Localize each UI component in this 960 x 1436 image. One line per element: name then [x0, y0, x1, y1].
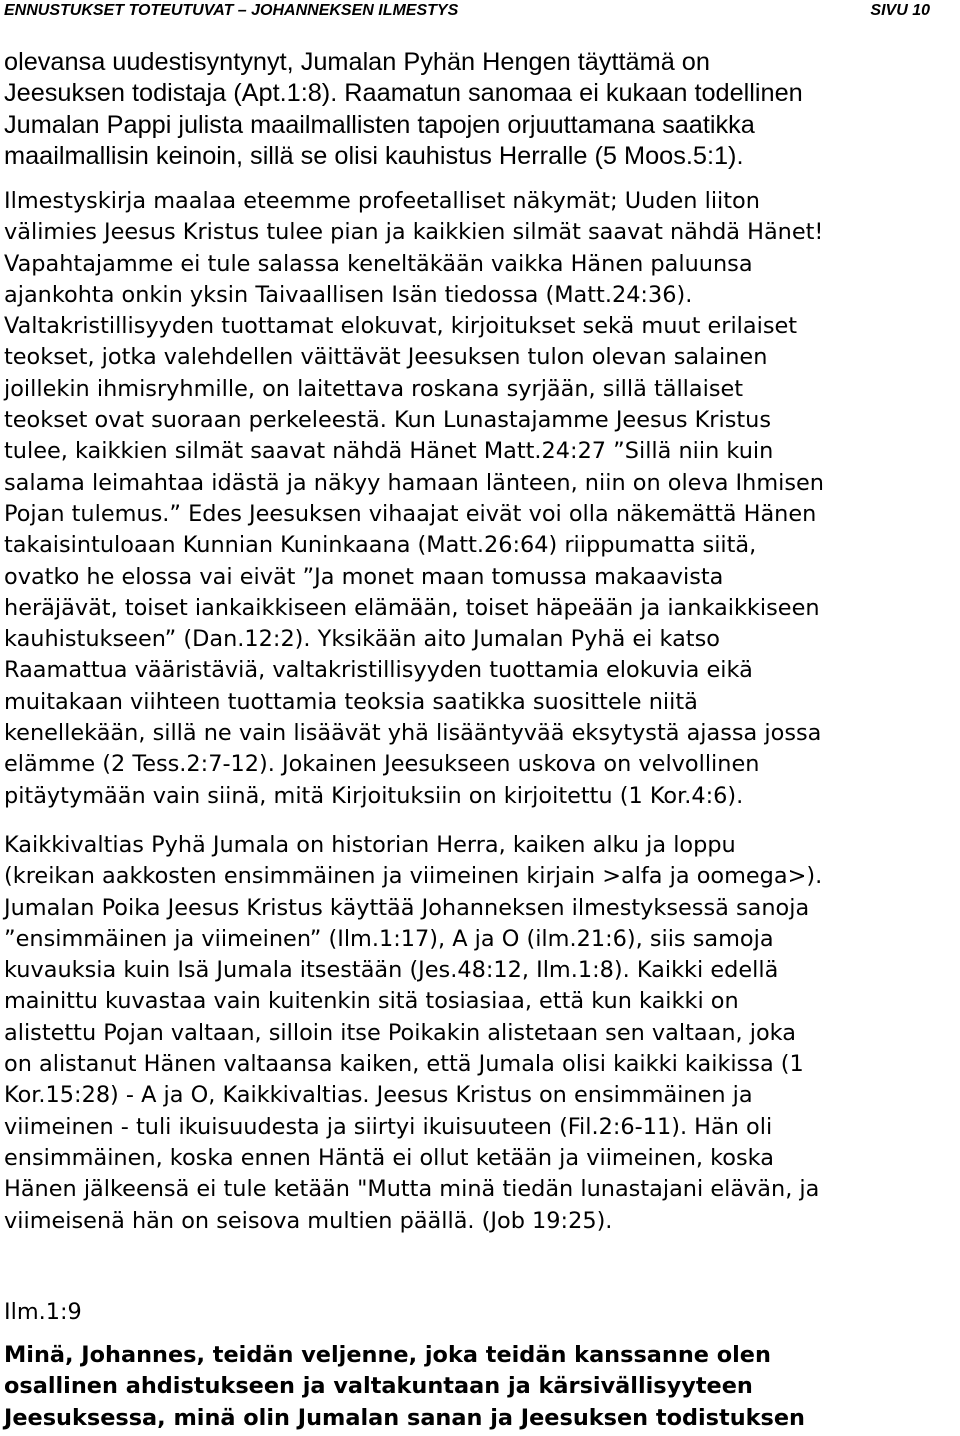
text-line: viimeinen - tuli ikuisuudesta ja siirtyi ikuisuuteen (Fil.2:6-11). Hän oli: [4, 1113, 773, 1140]
scripture-quote: [4, 1340, 805, 1434]
text-line: alistettu Pojan valtaan, silloin itse Poikakin alistetaan sen valtaan, joka: [4, 1019, 796, 1046]
scripture-reference: Ilm.1:9: [4, 1299, 82, 1325]
text-line: mainittu kuvastaa vain kuitenkin sitä tosiasiaa, että kun kaikki on: [4, 988, 739, 1015]
page-header: [4, 0, 930, 22]
text-line: kuvauksia kuin Isä Jumala itsestään (Jes.48:12, Ilm.1:8). Kaikki edellä: [4, 957, 779, 984]
text-line: ensimmäinen, koska ennen Häntä ei ollut ketään ja viimeinen, koska: [4, 1144, 774, 1171]
text-line: Ilmestyskirja maalaa eteemme profeetalliset näkymät; Uuden liiton: [4, 188, 760, 214]
text-line: salama leimahtaa idästä ja näkyy hamaan länteen, niin on oleva Ihmisen: [4, 469, 825, 496]
quote-line: Jeesuksessa, minä olin Jumalan sanan ja Jeesuksen todistuksen: [4, 1404, 806, 1431]
text-line: on alistanut Hänen valtaansa kaiken, että Jumala olisi kaikki kaikissa (1: [4, 1051, 804, 1078]
text-line: Pojan tulemus.” Edes Jeesuksen vihaajat eivät voi olla näkemättä Hänen: [4, 500, 817, 527]
text-line: maailmallisin keinoin, sillä se olisi kauhistus Herralle (5 Moos.5:1).: [4, 142, 744, 171]
text-line: Valtakristillisyyden tuottamat elokuvat, kirjoitukset sekä muut erilaiset: [4, 313, 798, 340]
text-line: ovatko he elossa vai eivät ”Ja monet maan tomussa makaavista: [4, 563, 724, 590]
text-line: (kreikan aakkosten ensimmäinen ja viimeinen kirjain >alfa ja oomega>).: [4, 863, 823, 890]
text-line: tulee, kaikkien silmät saavat nähdä Hänet Matt.24:27 ”Sillä niin kuin: [4, 438, 774, 465]
paragraph-3: [4, 830, 822, 1237]
text-line: pitäytymään vain siinä, mitä Kirjoituksiin on kirjoitettu (1 Kor.4:6).: [4, 782, 744, 809]
text-line: Kor.15:28) - A ja O, Kaikkivaltias. Jeesus Kristus on ensimmäinen ja: [4, 1082, 753, 1109]
text-line: ”ensimmäinen ja viimeinen” (Ilm.1:17), A ja O (ilm.21:6), siis samoja: [4, 925, 774, 952]
text-line: kauhistukseen” (Dan.12:2). Yksikään aito Jumalan Pyhä ei katso: [4, 626, 720, 653]
quote-line: osallinen ahdistukseen ja valtakuntaan ja kärsivällisyyteen: [4, 1373, 753, 1400]
text-line: elämme (2 Tess.2:7-12). Jokainen Jeesukseen uskova on velvollinen: [4, 751, 760, 778]
text-line: joillekin ihmisryhmille, on laitettava roskana syrjään, sillä tällaiset: [4, 375, 744, 402]
text-line: takaisintuloaan Kunnian Kuninkaana (Matt.26:64) riippumatta siitä,: [4, 532, 757, 559]
header-title: ENNUSTUKSET TOTEUTUVAT – JOHANNEKSEN ILMESTYS: [4, 2, 459, 19]
text-line: muitakaan viihteen tuottamia teoksia saatikka suosittele niitä: [4, 688, 698, 715]
text-line: heräjävät, toiset iankaikkiseen elämään, toiset häpeään ja iankaikkiseen: [4, 594, 820, 621]
text-line: Kaikkivaltias Pyhä Jumala on historian Herra, kaiken alku ja loppu: [4, 832, 736, 858]
page-number: SIVU 10: [870, 2, 930, 19]
text-line: Raamattua vääristäviä, valtakristillisyyden tuottamia elokuvia eikä: [4, 657, 753, 684]
text-line: olevansa uudestisyntynyt, Jumalan Pyhän Hengen täyttämä on: [4, 48, 710, 76]
text-line: viimeisenä hän on seisova multien päällä. (Job 19:25).: [4, 1207, 613, 1234]
text-line: Hänen jälkeensä ei tule ketään "Mutta minä tiedän lunastajani elävän, ja: [4, 1176, 820, 1203]
text-line: teokset, jotka valehdellen väittävät Jeesuksen tulon olevan salainen: [4, 344, 768, 371]
paragraph-2: [4, 186, 824, 812]
text-line: Jumalan Poika Jeesus Kristus käyttää Johanneksen ilmestyksessä sanoja: [4, 894, 810, 921]
text-line: Jeesuksen todistaja (Apt.1:8). Raamatun sanomaa ei kukaan todellinen: [4, 79, 803, 108]
text-line: välimies Jeesus Kristus tulee pian ja kaikkien silmät saavat nähdä Hänet!: [4, 219, 824, 246]
text-line: Vapahtajamme ei tule salassa keneltäkään vaikka Hänen paluunsa: [4, 250, 753, 277]
text-line: Jumalan Pappi julista maailmallisten tapojen orjuuttamana saatikka: [4, 110, 755, 139]
text-line: ajankohta onkin yksin Taivaallisen Isän tiedossa (Matt.24:36).: [4, 281, 693, 308]
quote-line: Minä, Johannes, teidän veljenne, joka teidän kanssanne olen: [4, 1342, 771, 1368]
paragraph-1: [4, 47, 803, 173]
text-line: teokset ovat suoraan perkeleestä. Kun Lunastajamme Jeesus Kristus: [4, 407, 772, 434]
text-line: kenellekään, sillä ne vain lisäävät yhä lisääntyvää eksytystä ajassa jossa: [4, 720, 822, 747]
